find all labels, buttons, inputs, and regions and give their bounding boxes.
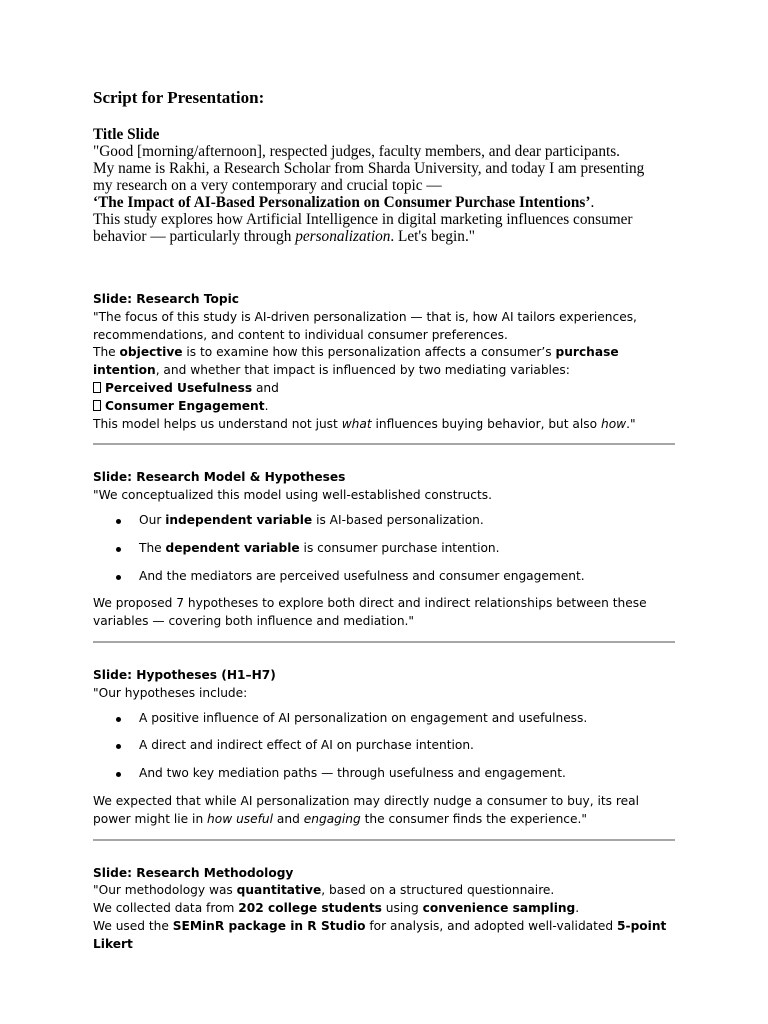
bold-text: Consumer Engagement bbox=[105, 398, 265, 413]
paragraph bbox=[93, 900, 675, 918]
section-divider bbox=[93, 839, 675, 841]
paragraph: We proposed 7 hypotheses to explore both direct and indirect relationships between these variables — covering both influence and mediation." bbox=[93, 596, 647, 629]
title-slide-line bbox=[93, 228, 675, 245]
hypotheses-section bbox=[93, 667, 675, 841]
text-run: The bbox=[93, 345, 120, 360]
mediator-item bbox=[93, 398, 675, 416]
bold-text: Perceived Usefulness bbox=[105, 380, 253, 395]
text-run: . bbox=[264, 398, 269, 413]
text-run: A direct and indirect effect of AI on purchase intention. bbox=[139, 738, 474, 753]
list-item bbox=[93, 512, 675, 530]
emphasis-text: engaging bbox=[303, 811, 361, 826]
list-item bbox=[93, 540, 675, 558]
emphasis-text: how bbox=[600, 416, 627, 431]
list-item bbox=[93, 737, 675, 755]
bullet-icon bbox=[116, 547, 121, 552]
text-run: This model helps us understand not just bbox=[93, 416, 342, 431]
text-run: , based on a structured questionnaire. bbox=[321, 883, 555, 898]
text-run: . bbox=[575, 901, 580, 916]
paragraph: "Our hypotheses include: bbox=[93, 685, 248, 700]
text-run: and bbox=[252, 380, 279, 395]
text-run: We expected that while AI personalization may directly nudge a consumer to buy, its real power might lie in bbox=[93, 793, 639, 826]
text-run: behavior — particularly through bbox=[93, 228, 296, 245]
paragraph bbox=[93, 793, 675, 829]
bold-text: dependent variable bbox=[165, 540, 300, 555]
paragraph: "We conceptualized this model using well-established constructs. bbox=[93, 488, 492, 503]
title-slide-study-title bbox=[93, 194, 675, 211]
bullet-icon bbox=[116, 772, 121, 777]
list-item bbox=[93, 710, 675, 728]
section-heading: Slide: Research Topic bbox=[93, 292, 239, 306]
bullet-list bbox=[93, 710, 675, 783]
bold-text: 202 college students bbox=[238, 901, 382, 916]
text-run: the consumer finds the experience." bbox=[360, 811, 587, 826]
bold-text: 5-point Likert bbox=[93, 918, 667, 951]
text-run: and bbox=[273, 811, 304, 826]
study-title-bold: ‘The Impact of AI-Based Personalization on Consumer Purchase Intentions’ bbox=[93, 194, 591, 211]
bullet-icon bbox=[116, 717, 121, 722]
section-heading: Slide: Research Model & Hypotheses bbox=[93, 470, 346, 485]
text-run: We collected data from bbox=[93, 901, 239, 916]
document-title: Script for Presentation: bbox=[93, 88, 265, 107]
text-run: We used the bbox=[93, 918, 173, 933]
emphasis-text: what bbox=[341, 416, 372, 431]
text-run: And the mediators are perceived usefulness and consumer engagement. bbox=[139, 568, 585, 583]
text-run: "Our methodology was bbox=[93, 883, 237, 898]
emphasis-text: how useful bbox=[207, 811, 274, 826]
bold-text: objective bbox=[119, 345, 183, 360]
checkbox-glyph-icon bbox=[93, 382, 101, 393]
text-run: The bbox=[139, 540, 166, 555]
section-divider bbox=[93, 443, 675, 445]
text-run: Our bbox=[139, 512, 166, 527]
study-title-end: . bbox=[590, 194, 595, 211]
paragraph bbox=[93, 344, 675, 380]
text-run: . Let's begin." bbox=[390, 228, 476, 245]
bold-text: SEMinR package in R Studio bbox=[172, 918, 366, 933]
research-topic-section bbox=[93, 291, 675, 445]
title-slide-line: My name is Rakhi, a Research Scholar from Sharda University, and today I am presenting bbox=[93, 160, 645, 177]
text-run: is to examine how this personalization affects a consumer’s bbox=[182, 345, 556, 360]
checkbox-glyph-icon bbox=[93, 400, 101, 411]
text-run: ." bbox=[626, 416, 636, 431]
section-heading: Slide: Research Methodology bbox=[93, 865, 294, 880]
bullet-icon bbox=[116, 575, 121, 580]
emphasis-text: personalization bbox=[295, 228, 391, 245]
text-run: And two key mediation paths — through usefulness and engagement. bbox=[139, 766, 566, 781]
bold-text: purchase intention bbox=[93, 345, 619, 378]
bullet-list bbox=[93, 512, 675, 585]
document-body bbox=[93, 87, 675, 954]
list-item bbox=[93, 765, 675, 783]
text-run: using bbox=[381, 901, 423, 916]
paragraph bbox=[93, 416, 675, 434]
bold-text: independent variable bbox=[165, 512, 313, 527]
research-model-section bbox=[93, 469, 675, 643]
methodology-section bbox=[93, 865, 675, 954]
section-divider bbox=[93, 641, 675, 643]
bold-text: convenience sampling bbox=[422, 901, 576, 916]
bullet-icon bbox=[116, 744, 121, 749]
paragraph bbox=[93, 918, 675, 954]
text-run: , and whether that impact is influenced by two mediating variables: bbox=[155, 363, 570, 378]
title-slide-line: This study explores how Artificial Intelligence in digital marketing influences consumer bbox=[93, 211, 633, 228]
list-item bbox=[93, 568, 675, 586]
title-slide-line: "Good [morning/afternoon], respected judges, faculty members, and dear participants. bbox=[93, 143, 621, 160]
text-run: is AI-based personalization. bbox=[312, 512, 484, 527]
text-run: is consumer purchase intention. bbox=[299, 540, 500, 555]
text-run: A positive influence of AI personalization on engagement and usefulness. bbox=[139, 710, 588, 725]
title-slide-section bbox=[93, 126, 675, 245]
text-run: influences buying behavior, but also bbox=[371, 416, 601, 431]
paragraph bbox=[93, 882, 675, 900]
section-heading: Slide: Hypotheses (H1–H7) bbox=[93, 667, 276, 682]
mediator-item bbox=[93, 380, 675, 398]
paragraph: "The focus of this study is AI-driven personalization — that is, how AI tailors experiences, recommendations, and content to individual consumer preferences. bbox=[93, 309, 637, 342]
bold-text: quantitative bbox=[236, 883, 322, 898]
bullet-icon bbox=[116, 519, 121, 524]
title-slide-heading: Title Slide bbox=[93, 126, 160, 143]
text-run: for analysis, and adopted well-validated bbox=[365, 918, 618, 933]
title-slide-line: my research on a very contemporary and crucial topic — bbox=[93, 177, 442, 194]
